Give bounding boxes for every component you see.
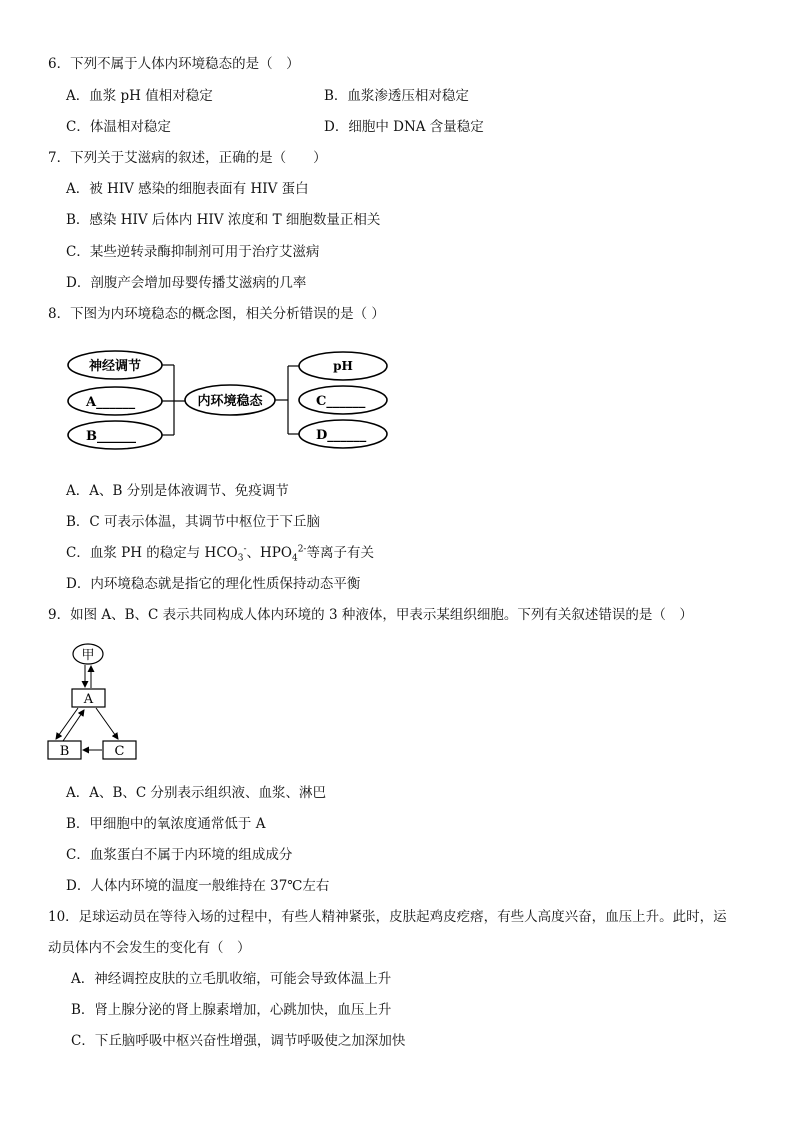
fluid-c-label: C bbox=[114, 744, 125, 759]
question-9-stem: 9．如图 A、B、C 表示共同构成人体内环境的 3 种液体，甲表示某组织细胞。下列有关叙述错误的是（ ） bbox=[48, 607, 693, 623]
q7-option-b: B．感染 HIV 后体内 HIV 浓度和 T 细胞数量正相关 bbox=[66, 212, 381, 228]
question-7-stem: 7．下列关于艾滋病的叙述，正确的是（ ） bbox=[48, 150, 327, 166]
fluid-a-label: A bbox=[83, 692, 94, 707]
label-b: B______ bbox=[86, 429, 136, 444]
q8-option-c: C．血浆 PH 的稳定与 $HCO_3^-$、$HPO_4^{2-}$等离子有关 bbox=[66, 544, 374, 564]
q9-option-d: D．人体内环境的温度一般维持在 37℃左右 bbox=[66, 878, 330, 894]
q10-option-b: B．肾上腺分泌的肾上腺素增加，心跳加快，血压上升 bbox=[71, 1002, 392, 1018]
fluid-b-label: B bbox=[59, 744, 70, 759]
q8-option-a: A．A、B 分别是体液调节、免疫调节 bbox=[66, 483, 289, 499]
label-ph: pH bbox=[333, 359, 353, 373]
question-10-stem-line1: 10．足球运动员在等待入场的过程中，有些人精神紧张，皮肤起鸡皮疙瘩，有些人高度兴奋，血压上升。此时，运 bbox=[48, 909, 727, 925]
q9-option-c: C．血浆蛋白不属于内环境的组成成分 bbox=[66, 847, 293, 863]
cell-jia-label: 甲 bbox=[81, 648, 95, 663]
q7-option-a: A．被 HIV 感染的细胞表面有 HIV 蛋白 bbox=[66, 181, 309, 197]
question-6-stem: 6．下列不属于人体内环境稳态的是（ ） bbox=[48, 56, 300, 72]
label-d: D______ bbox=[316, 428, 367, 443]
label-a: A______ bbox=[86, 395, 136, 410]
label-nerve-regulation: 神经调节 bbox=[88, 359, 142, 374]
q6-option-d: D．细胞中 DNA 含量稳定 bbox=[324, 119, 484, 135]
q10-option-a: A．神经调控皮肤的立毛肌收缩，可能会导致体温上升 bbox=[71, 971, 392, 987]
q6-option-a: A．血浆 pH 值相对稳定 bbox=[66, 88, 213, 104]
q9-option-b: B．甲细胞中的氧浓度通常低于 A bbox=[66, 816, 266, 832]
q7-option-d: D．剖腹产会增加母婴传播艾滋病的几率 bbox=[66, 275, 307, 291]
q7-option-c: C．某些逆转录酶抑制剂可用于治疗艾滋病 bbox=[66, 244, 320, 260]
q6-option-b: B．血浆渗透压相对稳定 bbox=[324, 88, 469, 104]
label-center: 内环境稳态 bbox=[197, 394, 263, 409]
body-fluid-diagram bbox=[40, 640, 150, 765]
q9-option-a: A．A、B、C 分别表示组织液、血浆、淋巴 bbox=[66, 785, 327, 801]
question-8-stem: 8．下图为内环境稳态的概念图，相关分析错误的是（ ） bbox=[48, 306, 385, 322]
q6-option-c: C．体温相对稳定 bbox=[66, 119, 171, 135]
homeostasis-concept-diagram bbox=[60, 342, 400, 457]
q8-option-d: D．内环境稳态就是指它的理化性质保持动态平衡 bbox=[66, 576, 361, 592]
q10-option-c: C．下丘脑呼吸中枢兴奋性增强，调节呼吸使之加深加快 bbox=[71, 1033, 406, 1049]
label-c: C______ bbox=[316, 394, 366, 409]
q8-option-b: B．C 可表示体温，其调节中枢位于下丘脑 bbox=[66, 514, 321, 530]
question-10-stem-line2: 动员体内不会发生的变化有（ ） bbox=[48, 940, 251, 956]
